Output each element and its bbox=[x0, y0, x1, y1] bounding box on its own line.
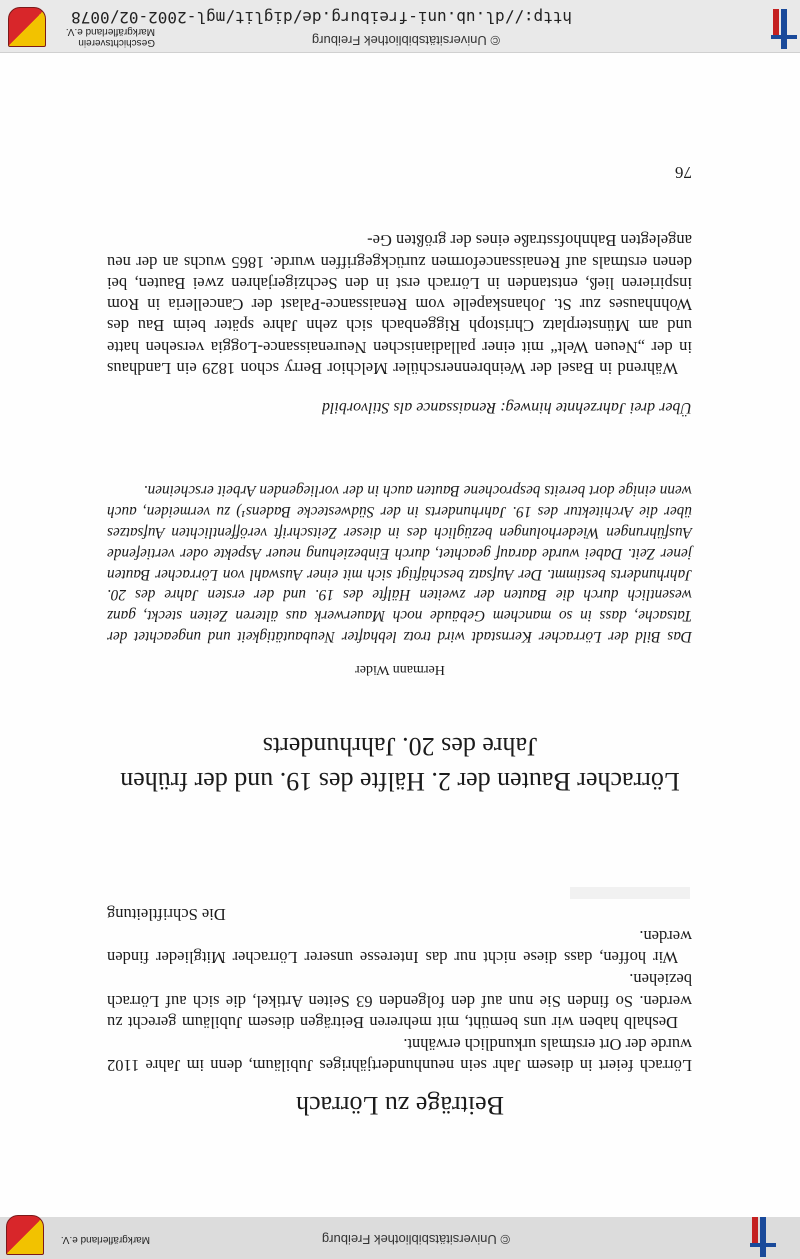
intro-title: Beiträge zu Lörrach bbox=[296, 1091, 504, 1120]
article-abstract: Das Bild der Lörracher Kernstadt wird trotz lebhafter Neubautätigkeit und ungeachtet der Tatsache, dass in so manchem Gebäude noch Mauerwerk aus älteren Zeiten steckt, ganz wesentlich durch die Bauten der zweiten Hälfte des 19. und der ersten Jahre des 20. Jahrhunderts bestimmt. Der Aufsatz beschäftigt sich mit einer Auswahl von Lörracher Bauten jener Zeit. Dabei wurde darauf geachtet, durch Einbeziehung neuer Aspekte oder vertiefende Ausführungen Wiederholungen bezüglich des in dieser Zeitschrift veröffentlichten Aufsatzes über die Architektur des 19. Jahrhunderts in der Südwestecke Badens¹) zu vermeiden, auch wenn einige dort bereits besprochene Bauten auch in der vorliegenden Arbeit erscheinen. bbox=[107, 482, 692, 645]
intro-paragraph-3: Wir hoffen, dass diese nicht nur das Interesse unserer Lörracher Mitglieder finden werden. bbox=[107, 926, 692, 967]
ub-freiburg-logo-icon bbox=[753, 9, 797, 49]
society-name: Geschichtsverein Markgräflerland e.V. bbox=[65, 26, 155, 48]
society-crest-icon bbox=[8, 7, 46, 47]
intro-paragraph-1: Lörrach feiert in diesem Jahr sein neunhundertjähriges Jubiläum, denn im Jahre 1102 wurde der Ort erstmals urkundlich erwähnt. bbox=[107, 1034, 692, 1075]
intro-signature: Die Schriftleitung bbox=[107, 905, 226, 924]
copyright-top: © Universitätsbibliothek Freiburg bbox=[311, 33, 500, 48]
copyright-bottom: © Universitätsbibliothek Freiburg bbox=[321, 1232, 510, 1247]
footer-bar bbox=[0, 0, 800, 53]
society-crest-icon bbox=[6, 1215, 44, 1255]
article-subheading: Über drei Jahrzehnte hinweg: Renaissance als Stilvorbild bbox=[321, 399, 692, 416]
article-title-line-1: Lörracher Bauten der 2. Hälfte des 19. und der frühen bbox=[120, 767, 680, 796]
header-bar bbox=[0, 1217, 800, 1259]
article-body: Während in Basel der Weinbrennerschüler Melchior Berry schon 1829 ein Landhaus in der „Neuen Welt“ mit einer palladianischen Neurenaissance-Loggia versehen hatte und am Münsterplatz Christoph Riggenbach sich zehn Jahre später beim Bau des Wohnhauses zur St. Johanskapelle vom Renaissance-Palast der Cancelleria in Rom inspirieren ließ, entstanden in Lörrach erst in den Sechzigerjahren zwei Bauten, bei denen erstmals auf Renaissanceformen zurückgegriffen wurde. 1865 wuchs an der neu angelegten Bahnhofsstraße eines der größten Ge- bbox=[107, 231, 692, 378]
permalink-url[interactable]: http://dl.ub.uni-freiburg.de/diglit/mgl-2002-02/0078 bbox=[71, 8, 572, 27]
bleed-through bbox=[570, 887, 690, 899]
article-title-line-2: Jahre des 20. Jahrhunderts bbox=[262, 732, 538, 761]
article-author: Hermann Wider bbox=[355, 662, 445, 677]
page-number: 76 bbox=[675, 163, 692, 182]
society-name-bottom: Markgräflerland e.V. bbox=[60, 1234, 150, 1245]
ub-freiburg-logo-icon bbox=[732, 1217, 776, 1257]
intro-paragraph-2: Deshalb haben wir uns bemüht, mit mehreren Beiträgen diesem Jubiläum gerecht zu werden. So finden Sie nun auf den folgenden 63 Seiten Artikel, die sich auf Lörrach beziehen. bbox=[107, 970, 692, 1032]
